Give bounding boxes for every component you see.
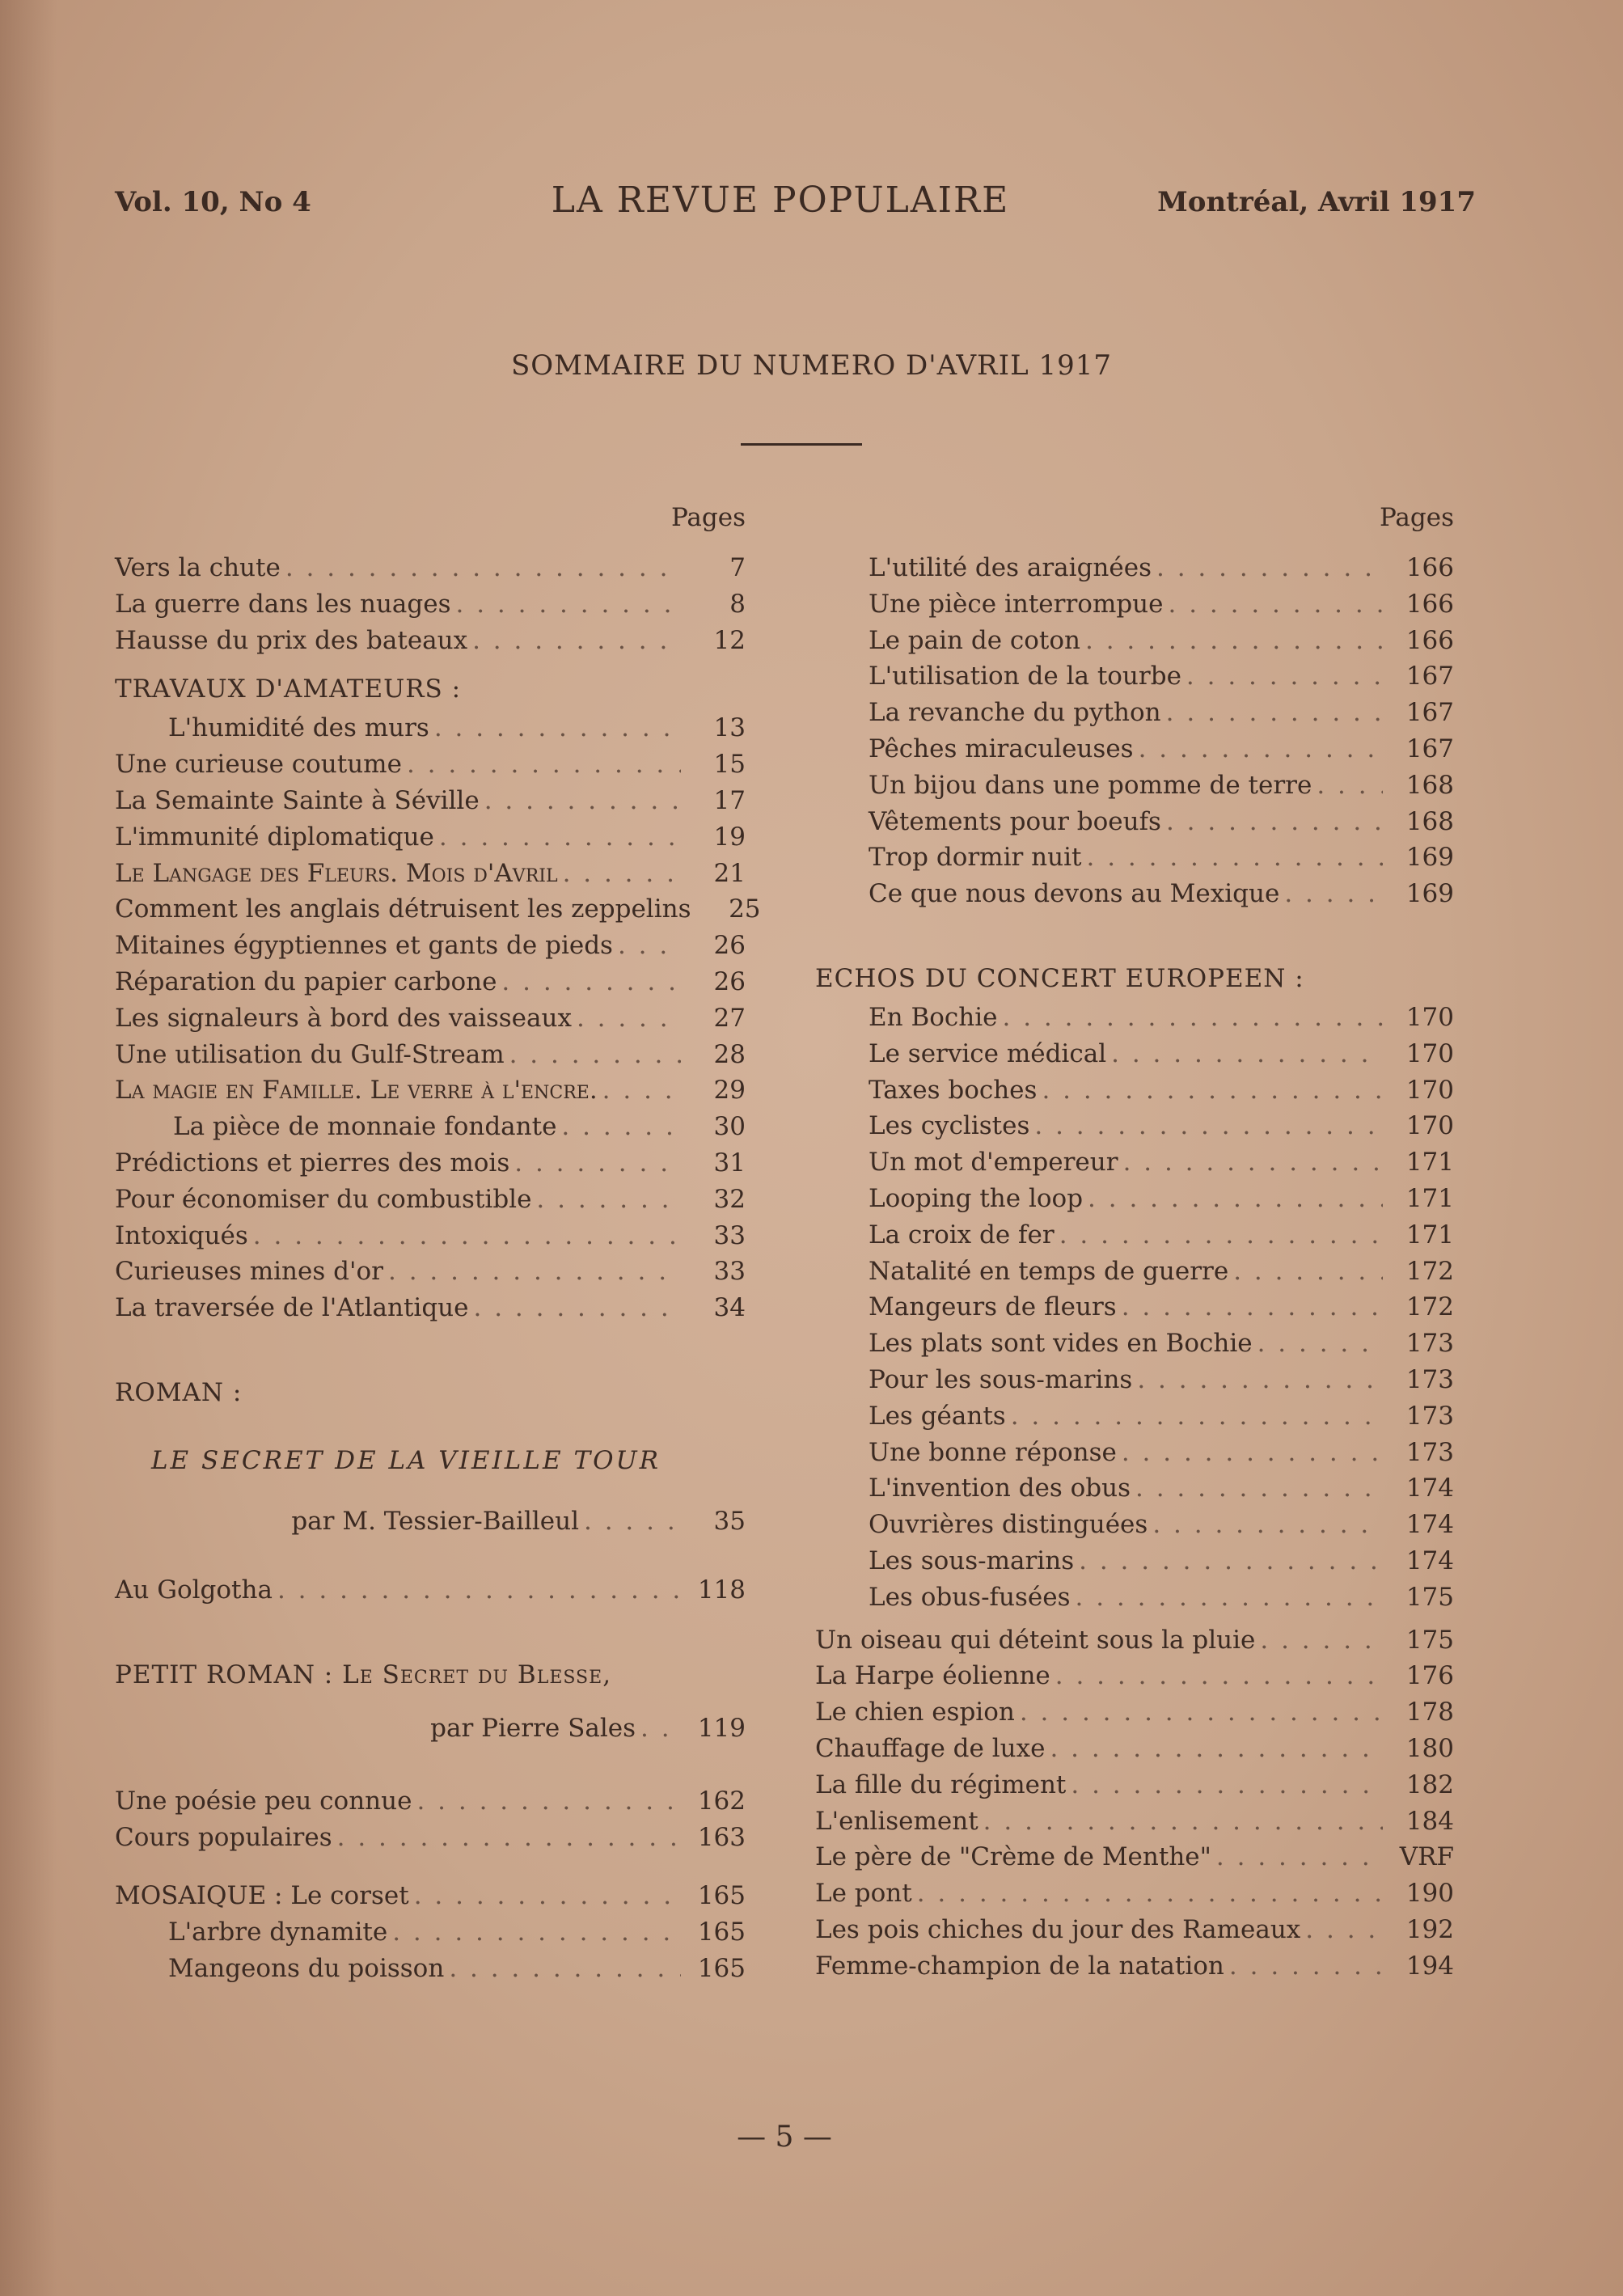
page-number: 173 <box>1405 1364 1454 1394</box>
novel-author: par M. Tessier-Bailleul <box>291 1506 579 1536</box>
dot-leader <box>409 1878 681 1914</box>
dot-leader <box>978 1803 1383 1840</box>
dot-leader <box>1161 804 1383 840</box>
dot-leader <box>1255 1622 1383 1659</box>
page-number: 178 <box>1405 1698 1454 1727</box>
entry-title: Chauffage de luxe <box>815 1733 1046 1763</box>
entry-title: Réparation du papier carbone <box>115 966 497 996</box>
title-rule <box>741 443 862 446</box>
left-column <box>115 503 761 1987</box>
mosaique-first-entry <box>115 1878 746 1914</box>
left-after-list <box>115 1783 746 1856</box>
page-number: 170 <box>1405 1075 1454 1105</box>
dot-leader <box>1074 1543 1383 1579</box>
petit-roman-author: par Pierre Sales <box>430 1713 636 1743</box>
toc-entry <box>115 746 746 783</box>
page-number: 162 <box>697 1786 746 1816</box>
toc-entry <box>815 1543 1454 1579</box>
page-footer: — 5 — <box>737 2121 832 2154</box>
travaux-list <box>115 710 761 1326</box>
entry-title: Mangeons du poisson <box>168 1953 445 1983</box>
toc-entry <box>115 819 746 856</box>
entry-title: Au Golgotha <box>115 1575 273 1605</box>
page-number: 174 <box>1405 1474 1454 1503</box>
dot-leader <box>281 550 681 586</box>
page-number: 29 <box>713 1076 746 1106</box>
entry-title: Une pièce interrompue <box>869 589 1164 619</box>
entry-title: Les géants <box>869 1401 1006 1431</box>
dot-leader <box>468 1290 681 1326</box>
page-number: 19 <box>713 822 746 852</box>
page-number: 13 <box>713 713 746 743</box>
toc-entry <box>115 1254 746 1290</box>
dot-leader <box>1152 550 1383 586</box>
entry-title: La revanche du python <box>869 698 1161 728</box>
dot-leader <box>505 1037 681 1073</box>
golgotha-entry <box>115 1572 746 1609</box>
toc-entry <box>115 586 746 623</box>
dot-leader <box>558 856 681 892</box>
toc-entry <box>115 1000 746 1037</box>
dot-leader <box>572 1000 681 1037</box>
novel-author-entry <box>115 1493 746 1550</box>
toc-entry <box>115 1290 746 1326</box>
toc-entry <box>815 1217 1454 1254</box>
toc-entry <box>115 964 746 1000</box>
page-number: 8 <box>729 589 746 619</box>
dot-leader <box>1131 1470 1383 1507</box>
toc-entry <box>815 1875 1454 1912</box>
page-number: 172 <box>1405 1292 1454 1322</box>
page-number: 35 <box>713 1506 746 1536</box>
page-number: 168 <box>1405 770 1454 800</box>
toc-entry <box>815 1362 1454 1398</box>
toc-entry <box>815 658 1454 695</box>
dot-leader <box>273 1572 681 1609</box>
toc-entry <box>815 1948 1454 1985</box>
toc-entry <box>115 710 746 746</box>
toc-entry <box>815 1000 1454 1036</box>
toc-entry <box>815 876 1454 912</box>
novel-title: LE SECRET DE LA VIEILLE TOUR <box>150 1445 661 1475</box>
entry-title: L'invention des obus <box>869 1474 1131 1503</box>
page-number: 26 <box>713 966 746 996</box>
page-number: 17 <box>713 785 746 815</box>
page-number: 30 <box>713 1112 746 1142</box>
page-number: 25 <box>729 894 761 924</box>
dot-leader <box>402 746 681 783</box>
toc-entry <box>815 1398 1454 1435</box>
dot-leader <box>1006 1398 1383 1435</box>
petit-roman-author-entry <box>115 1696 746 1761</box>
entry-title: Les cyclistes <box>869 1111 1030 1141</box>
entry-title: Une bonne réponse <box>869 1437 1117 1467</box>
page-number: 165 <box>697 1953 746 1983</box>
spacer <box>115 1761 746 1783</box>
dot-leader <box>1037 1072 1383 1109</box>
dot-leader <box>1050 1658 1383 1694</box>
page-number: 174 <box>1405 1545 1454 1575</box>
toc-entry <box>115 1951 746 1987</box>
page-number: 180 <box>1405 1733 1454 1763</box>
page-number: 192 <box>1405 1914 1454 1944</box>
entry-title: La Harpe éolienne <box>815 1661 1050 1691</box>
entry-title: Les pois chiches du jour des Rameaux <box>815 1914 1301 1944</box>
entry-title: La magie en Famille. Le verre à l'encre. <box>115 1076 598 1106</box>
entry-title: Vers la chute <box>115 553 281 582</box>
toc-entry <box>815 1507 1454 1543</box>
dot-leader <box>997 1000 1383 1036</box>
entry-title: L'immunité diplomatique <box>115 822 434 852</box>
page-number: 172 <box>1405 1256 1454 1286</box>
entry-title: L'arbre dynamite <box>168 1918 388 1947</box>
dot-leader <box>912 1875 1383 1912</box>
pages-label: Pages <box>1379 503 1454 532</box>
dot-leader <box>1081 839 1383 876</box>
dot-leader <box>1211 1839 1383 1875</box>
dot-leader <box>1134 731 1383 767</box>
toc-entry <box>815 1144 1454 1181</box>
page-number: VRF <box>1399 1842 1454 1872</box>
toc-entry <box>115 1820 746 1856</box>
toc-entry <box>815 1579 1454 1616</box>
entry-title: Les obus-fusées <box>869 1582 1071 1612</box>
page-number: 165 <box>697 1918 746 1947</box>
dot-leader <box>451 586 681 623</box>
dot-leader <box>1106 1036 1383 1072</box>
toc-entry <box>815 586 1454 623</box>
toc-entry <box>815 1072 1454 1109</box>
toc-entry <box>815 1289 1454 1326</box>
toc-entry <box>815 839 1454 876</box>
entry-title: La croix de fer <box>869 1220 1055 1249</box>
dot-leader <box>579 1493 681 1550</box>
dot-leader <box>531 1182 681 1218</box>
page-number: 167 <box>1405 734 1454 763</box>
page-number: 190 <box>1405 1879 1454 1909</box>
entry-title: Trop dormir nuit <box>869 843 1082 873</box>
page-number: 33 <box>713 1257 746 1287</box>
mosaique-label: MOSAIQUE : Le corset <box>115 1881 409 1911</box>
page-number: 167 <box>1405 698 1454 728</box>
entry-title: Le service médical <box>869 1038 1107 1068</box>
spacer <box>815 1616 1454 1622</box>
entry-title: Un oiseau qui déteint sous la pluie <box>815 1625 1256 1655</box>
volume-number: Vol. 10, No 4 <box>115 186 311 218</box>
dot-leader <box>1071 1579 1384 1616</box>
toc-entry <box>815 550 1454 586</box>
entry-title: Une utilisation du Gulf-Stream <box>115 1039 505 1069</box>
entry-title: La pièce de monnaie fondante <box>173 1112 557 1142</box>
dot-leader <box>1300 1912 1383 1948</box>
entry-title: Un bijou dans une pomme de terre <box>869 770 1312 800</box>
page-number: 173 <box>1405 1437 1454 1467</box>
toc-entry <box>115 1783 746 1820</box>
page-number: 176 <box>1405 1661 1454 1691</box>
page-number: 119 <box>697 1713 746 1743</box>
entry-title: L'utilisation de la tourbe <box>869 662 1181 691</box>
toc-entry <box>815 731 1454 767</box>
page-number: 171 <box>1405 1220 1454 1249</box>
entry-title: Comment les anglais détruisent les zeppelins <box>115 894 691 924</box>
page-number: 32 <box>713 1184 746 1214</box>
toc-entry <box>115 1109 746 1145</box>
entry-title: L'utilité des araignées <box>869 553 1152 582</box>
entry-title: Le pain de coton <box>869 625 1081 655</box>
toc-entry <box>815 1470 1454 1507</box>
dot-leader <box>480 783 681 819</box>
entry-title: Pour économiser du combustible <box>115 1184 532 1214</box>
dot-leader <box>1312 767 1383 804</box>
right-column <box>815 503 1454 1984</box>
toc-entry <box>115 1072 746 1109</box>
entry-title: Les signaleurs à bord des vaisseaux <box>115 1003 572 1033</box>
entry-title: Taxes boches <box>869 1075 1038 1105</box>
petit-roman-heading <box>115 1654 746 1696</box>
toc-entry <box>815 1181 1454 1217</box>
entry-title: Le chien espion <box>815 1698 1015 1727</box>
entry-title: La fille du régiment <box>815 1770 1067 1799</box>
entry-title: Un mot d'empereur <box>869 1148 1118 1178</box>
page-number: 12 <box>713 625 746 655</box>
dot-leader <box>1181 658 1383 695</box>
entry-title: Une poésie peu connue <box>115 1786 412 1816</box>
mosaique-list <box>115 1914 746 1987</box>
toc-entry <box>815 1622 1454 1659</box>
dot-leader <box>1117 1435 1383 1471</box>
dot-leader <box>444 1951 681 1987</box>
page-number: 33 <box>713 1220 746 1250</box>
toc-entry <box>815 1326 1454 1362</box>
dot-leader <box>387 1914 681 1951</box>
spacer <box>115 1326 746 1362</box>
toc-entry <box>115 623 746 659</box>
dot-leader <box>332 1820 681 1856</box>
entry-title: Ce que nous devons au Mexique <box>869 879 1280 909</box>
entry-title: Femme-champion de la natation <box>815 1951 1224 1981</box>
toc-entry <box>815 1912 1454 1948</box>
entry-title: Intoxiqués <box>115 1220 248 1250</box>
entry-title: Une curieuse coutume <box>115 750 402 780</box>
dot-leader <box>1080 623 1383 659</box>
entry-title: Le père de "Crème de Menthe" <box>815 1842 1211 1872</box>
entry-title: Looping the loop <box>869 1183 1084 1213</box>
page-number: 7 <box>729 553 746 582</box>
page-number: 168 <box>1405 806 1454 836</box>
toc-entry <box>815 1658 1454 1694</box>
entry-title: Le Langage des Fleurs. Mois d'Avril <box>115 858 558 888</box>
toc-entry <box>815 1694 1454 1731</box>
echos-list <box>815 1000 1454 1616</box>
running-header <box>0 180 1623 228</box>
entry-title: Cours populaires <box>115 1822 332 1852</box>
pages-label: Pages <box>670 503 746 532</box>
toc-entry <box>115 1037 746 1073</box>
dot-leader <box>1015 1694 1383 1731</box>
page-number: 171 <box>1405 1148 1454 1178</box>
dot-leader <box>1066 1767 1383 1803</box>
dot-leader <box>598 1072 681 1109</box>
entry-title: Ouvrières distinguées <box>869 1510 1148 1540</box>
dot-leader <box>1083 1181 1383 1217</box>
issue-date: Montréal, Avril 1917 <box>1157 186 1476 218</box>
entry-title: L'humidité des murs <box>168 713 429 743</box>
spacer <box>115 1609 746 1644</box>
toc-entry <box>815 1839 1454 1875</box>
entry-title: Le pont <box>815 1879 912 1909</box>
dot-leader <box>467 623 681 659</box>
dot-leader <box>1132 1362 1383 1398</box>
dot-leader <box>1228 1254 1383 1290</box>
entry-title: Les sous-marins <box>869 1545 1075 1575</box>
toc-entry <box>815 1435 1454 1471</box>
toc-entry <box>815 1803 1454 1840</box>
dot-leader <box>1164 586 1384 623</box>
entry-title: Pour les sous-marins <box>869 1364 1133 1394</box>
page-number: 26 <box>713 931 746 961</box>
page-number: 182 <box>1405 1770 1454 1799</box>
page-number: 28 <box>713 1039 746 1069</box>
dot-leader <box>1279 876 1383 912</box>
page-number: 170 <box>1405 1111 1454 1141</box>
spacer <box>815 912 1454 948</box>
entry-title: Hausse du prix des bateaux <box>115 625 468 655</box>
dot-leader <box>509 1145 681 1182</box>
dot-leader <box>556 1109 681 1145</box>
dot-leader <box>636 1696 681 1761</box>
worn-paper-edge <box>0 0 57 2296</box>
dot-leader <box>383 1254 681 1290</box>
right-top-list <box>815 550 1454 912</box>
toc-entry <box>815 767 1454 804</box>
page-number: 166 <box>1405 589 1454 619</box>
page-number: 170 <box>1405 1038 1454 1068</box>
page-number: 169 <box>1405 843 1454 873</box>
dot-leader <box>1045 1731 1383 1767</box>
toc-entry <box>115 891 761 928</box>
dot-leader <box>1117 1289 1383 1326</box>
echos-heading: ECHOS DU CONCERT EUROPEEN : <box>815 963 1304 993</box>
page-number: 166 <box>1405 625 1454 655</box>
page-number: 118 <box>697 1575 746 1605</box>
entry-title: Pêches miraculeuses <box>869 734 1134 763</box>
entry-title: Natalité en temps de guerre <box>869 1256 1229 1286</box>
dot-leader <box>412 1783 681 1820</box>
entry-title: Curieuses mines d'or <box>115 1257 383 1287</box>
dot-leader <box>434 819 681 856</box>
page-number: 15 <box>713 750 746 780</box>
page-number: 174 <box>1405 1510 1454 1540</box>
page-number: 167 <box>1405 662 1454 691</box>
entry-title: Vêtements pour boeufs <box>869 806 1161 836</box>
dot-leader <box>429 710 681 746</box>
page-number: 170 <box>1405 1002 1454 1032</box>
petit-roman-label: PETIT ROMAN : <box>115 1660 334 1689</box>
dot-leader <box>1224 1948 1383 1985</box>
page-number: 175 <box>1405 1625 1454 1655</box>
dot-leader <box>1148 1507 1383 1543</box>
page-number: 171 <box>1405 1183 1454 1213</box>
dot-leader <box>1161 695 1383 731</box>
toc-entry <box>815 1036 1454 1072</box>
journal-title: LA REVUE POPULAIRE <box>551 180 1010 221</box>
page-number: 27 <box>713 1003 746 1033</box>
toc-entry <box>115 1182 746 1218</box>
page-number: 21 <box>713 858 746 888</box>
entry-title: La guerre dans les nuages <box>115 589 451 619</box>
travaux-heading: TRAVAUX D'AMATEURS : <box>115 674 462 704</box>
page-number: 184 <box>1405 1806 1454 1836</box>
entry-title: En Bochie <box>869 1002 998 1032</box>
page-number: 169 <box>1405 879 1454 909</box>
toc-entry <box>115 1914 746 1951</box>
toc-entry <box>815 623 1454 659</box>
page-number: 34 <box>713 1293 746 1323</box>
dot-leader <box>1029 1108 1383 1144</box>
spacer <box>115 1855 746 1878</box>
dot-leader <box>613 928 681 964</box>
page-number: 194 <box>1405 1951 1454 1981</box>
toc-entry <box>115 550 746 586</box>
toc-entry <box>815 1731 1454 1767</box>
toc-entry <box>115 856 746 892</box>
page-number: 165 <box>697 1881 746 1911</box>
roman-heading: ROMAN : <box>115 1377 243 1407</box>
page-number: 173 <box>1405 1401 1454 1431</box>
summary-title: SOMMAIRE DU NUMERO D'AVRIL 1917 <box>510 349 1112 382</box>
dot-leader <box>1055 1217 1383 1254</box>
toc-entry <box>815 1767 1454 1803</box>
toc-entry <box>815 1108 1454 1144</box>
toc-entry <box>115 928 746 964</box>
right-bottom-list <box>815 1622 1454 1985</box>
entry-title: La traversée de l'Atlantique <box>115 1293 469 1323</box>
page-number: 173 <box>1405 1329 1454 1359</box>
page-number: 175 <box>1405 1582 1454 1612</box>
page-number: 163 <box>697 1822 746 1852</box>
entry-title: Mangeurs de fleurs <box>869 1292 1117 1322</box>
dot-leader <box>248 1218 681 1254</box>
petit-roman-title: Le Secret du Blesse, <box>342 1660 612 1689</box>
dot-leader <box>1118 1144 1383 1181</box>
toc-entry <box>815 804 1454 840</box>
page-number: 166 <box>1405 553 1454 582</box>
toc-entry <box>115 783 746 819</box>
page-number: 31 <box>713 1148 746 1178</box>
toc-entry <box>815 695 1454 731</box>
entry-title: La Semainte Sainte à Séville <box>115 785 480 815</box>
entry-title: Prédictions et pierres des mois <box>115 1148 510 1178</box>
dot-leader <box>497 964 681 1000</box>
toc-entry <box>115 1145 746 1182</box>
entry-title: Les plats sont vides en Bochie <box>869 1329 1253 1359</box>
dot-leader <box>1253 1326 1383 1362</box>
entry-title: L'enlisement <box>815 1806 978 1836</box>
left-top-list <box>115 550 746 658</box>
spacer <box>115 1550 746 1572</box>
toc-entry <box>115 1218 746 1254</box>
entry-title: Mitaines égyptiennes et gants de pieds <box>115 931 613 961</box>
toc-entry <box>815 1254 1454 1290</box>
